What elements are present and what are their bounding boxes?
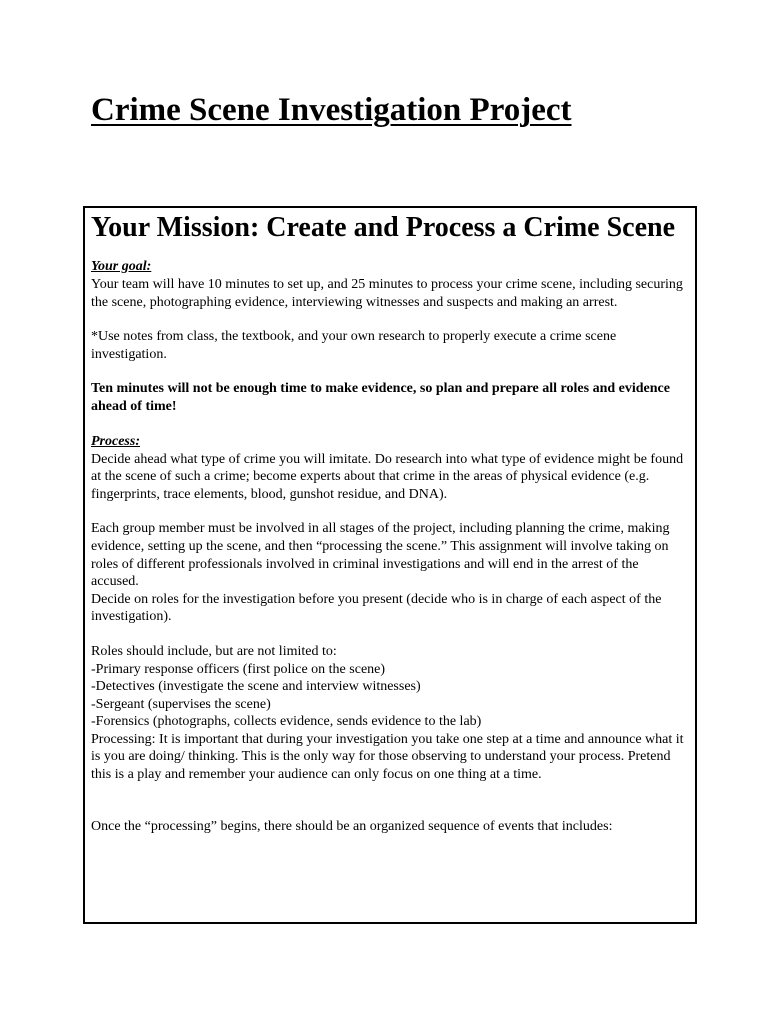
role-item: -Detectives (investigate the scene and interview witnesses): [91, 679, 421, 695]
mission-box: [83, 206, 697, 924]
spacer: [91, 363, 689, 380]
roles-decide-text: Decide on roles for the investigation before you present (decide who is in charge of each aspect of the investigation).: [91, 591, 662, 625]
role-item: -Sergeant (supervises the scene): [91, 696, 271, 712]
spacer: [91, 626, 689, 643]
spacer: [91, 311, 689, 328]
process-text: Decide ahead what type of crime you will imitate. Do research into what type of evidence might be found at the scene of such a crime; become experts about that crime in the areas of physical evidence (e.g. fingerprints, trace elements, blood, gunshot residue, and DNA).: [91, 451, 684, 502]
role-item: -Primary response officers (first police on the scene): [91, 661, 386, 677]
goal-text: Your team will have 10 minutes to set up, and 25 minutes to process your crime scene, including securing the scene, photographing evidence, interviewing witnesses and suspects and making an arrest.: [91, 277, 683, 310]
document-title: Crime Scene Investigation Project: [91, 92, 572, 128]
sequence-text: Once the “processing” begins, there should be an organized sequence of events that includes:: [91, 818, 613, 834]
process-label: Process:: [91, 433, 140, 449]
spacer: [91, 784, 689, 818]
spacer: [91, 416, 689, 433]
spacer: [91, 503, 689, 520]
role-item: -Forensics (photographs, collects evidence, sends evidence to the lab): [91, 714, 482, 730]
mission-heading: Your Mission: Create and Process a Crime Scene: [91, 212, 676, 243]
notes-text: *Use notes from class, the textbook, and your own research to properly execute a crime scene investigation.: [91, 329, 617, 362]
group-text: Each group member must be involved in all stages of the project, including planning the crime, making evidence, setting up the scene, and then “processing the scene.” This assignment will involve taking on roles of different professionals involved in criminal investigations and will end in the arrest of the accused.: [91, 521, 670, 590]
warning-text: Ten minutes will not be enough time to make evidence, so plan and prepare all roles and evidence ahead of time!: [91, 381, 670, 414]
roles-intro: Roles should include, but are not limited to:: [91, 643, 337, 659]
processing-text: Processing: It is important that during your investigation you take one step at a time and announce what it is you are doing/ thinking. This is the only way for those observing to understand your process. Pretend this is a play and remember your audience can only focus on one thing at a time.: [91, 731, 684, 783]
goal-label: Your goal:: [91, 259, 152, 274]
